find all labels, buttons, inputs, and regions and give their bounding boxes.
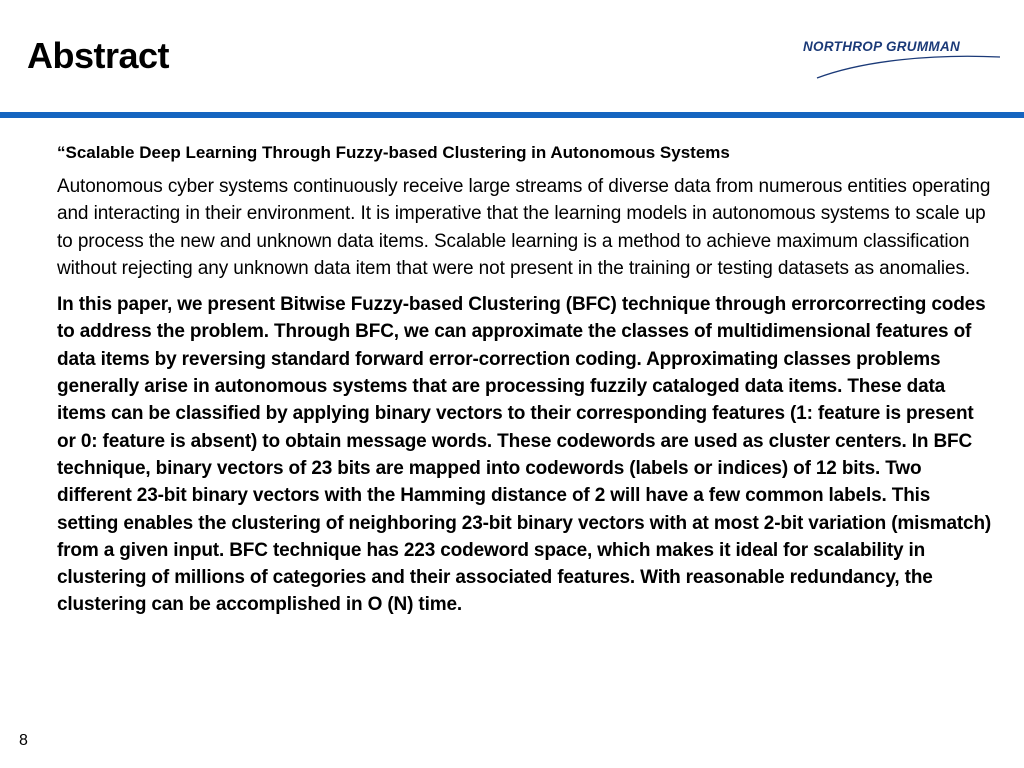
abstract-paragraph-method: In this paper, we present Bitwise Fuzzy-based Clustering (BFC) technique through errorcorrecting codes to address the problem. Through BFC, we can approximate the classes of multidimensional features of data items by reversing standard forward error-correction coding. Approximating classes problems generally arise in autonomous systems that are processing fuzzily cataloged data items. These data items can be classified by applying binary vectors to their corresponding features (1: feature is present or 0: feature is absent) to obtain message words. These codewords are used as cluster centers. In BFC technique, binary vectors of 23 bits are mapped into codewords (labels or indices) of 12 bits. Two different 23-bit binary vectors with the Hamming distance of 2 will have a few common labels. This setting enables the clustering of neighboring 23-bit binary vectors with at most 2-bit variation (mismatch) from a given input. BFC technique has 223 codeword space, which makes it ideal for scalability in clustering of millions of categories and their associated features. With reasonable redundancy, the clustering can be accomplished in O (N) time. bbox=[57, 294, 992, 616]
header-divider bbox=[0, 112, 1024, 118]
paper-title: “Scalable Deep Learning Through Fuzzy-based Clustering in Autonomous Systems bbox=[57, 143, 730, 162]
slide-title: Abstract bbox=[27, 35, 170, 76]
abstract-paragraph-intro: Autonomous cyber systems continuously receive large streams of diverse data from numerous entities operating and interacting in their environment. It is imperative that the learning models in autonomous systems to scale up to process the new and unknown data items. Scalable learning is a method to achieve maximum classification without rejecting any unknown data item that were not present in the training or testing datasets as anomalies. bbox=[57, 176, 991, 279]
logo-swoosh-icon bbox=[795, 30, 1005, 82]
logo-wordmark: NORTHROP GRUMMAN bbox=[803, 39, 961, 54]
page-number: 8 bbox=[19, 732, 28, 749]
abstract-body bbox=[57, 139, 992, 619]
northrop-grumman-logo bbox=[795, 30, 1005, 82]
